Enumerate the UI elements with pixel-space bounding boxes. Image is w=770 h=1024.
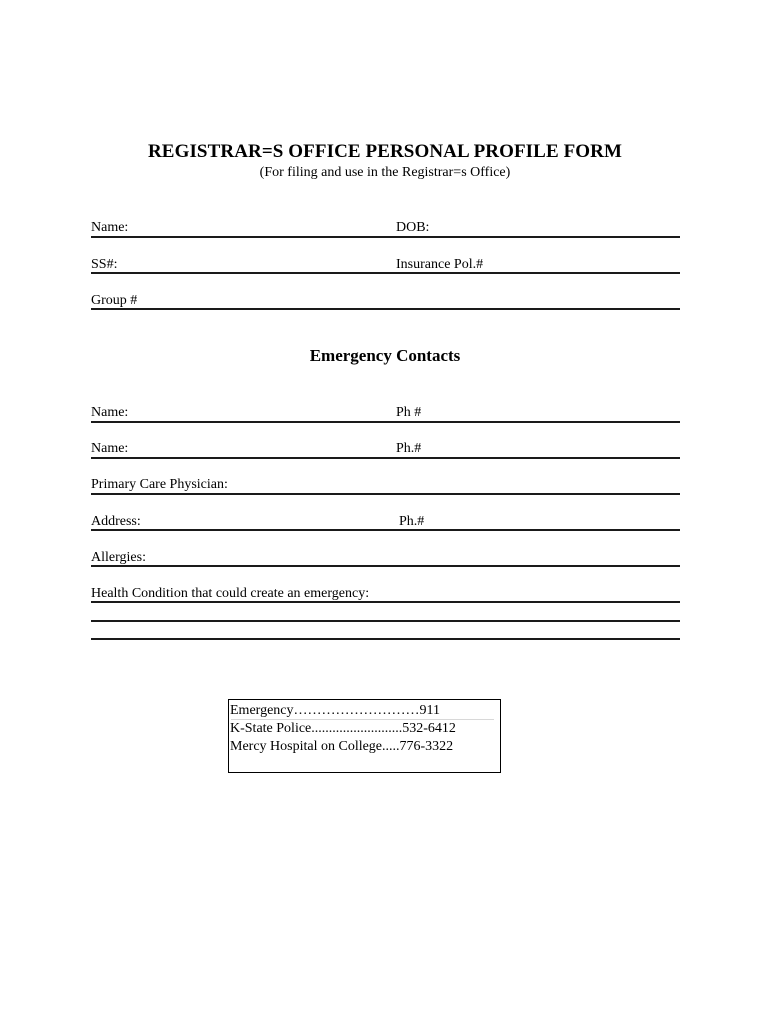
dob-label: DOB: [396,220,430,235]
health-condition-label: Health Condition that could create an emergency: [91,586,370,601]
ss-insurance-line[interactable] [91,272,680,274]
contact1-name-label: Name: [91,405,129,420]
address-phone-label: Ph.# [399,514,425,529]
police-phone-line: K-State Police..........................532-6412 [230,721,456,736]
emergency-contacts-heading: Emergency Contacts [309,346,461,365]
contact2-name-label: Name: [91,441,129,456]
health-condition-line-1[interactable] [91,601,680,603]
group-line[interactable] [91,308,680,310]
address-line[interactable] [91,529,680,531]
form-title: REGISTRAR=S OFFICE PERSONAL PROFILE FORM [147,141,623,162]
allergies-line[interactable] [91,565,680,567]
contact2-line[interactable] [91,457,680,459]
contact1-phone-label: Ph # [396,405,422,420]
physician-label: Primary Care Physician: [91,477,228,492]
contact2-phone-label: Ph.# [396,441,422,456]
allergies-label: Allergies: [91,550,146,565]
emergency-phone-line: Emergency………………………911 [230,703,440,718]
health-condition-line-3[interactable] [91,638,680,640]
ss-label: SS#: [91,257,118,272]
emergency-phone-box [228,699,501,773]
form-subtitle: (For filing and use in the Registrar=s Office) [259,165,511,180]
contact1-line[interactable] [91,421,680,423]
hospital-phone-line: Mercy Hospital on College.....776-3322 [230,739,454,754]
physician-line[interactable] [91,493,680,495]
address-label: Address: [91,514,141,529]
name-label: Name: [91,220,129,235]
name-dob-line[interactable] [91,236,680,238]
phone-box-divider [231,719,494,720]
health-condition-line-2[interactable] [91,620,680,622]
group-label: Group # [91,293,138,308]
insurance-label: Insurance Pol.# [396,257,484,272]
